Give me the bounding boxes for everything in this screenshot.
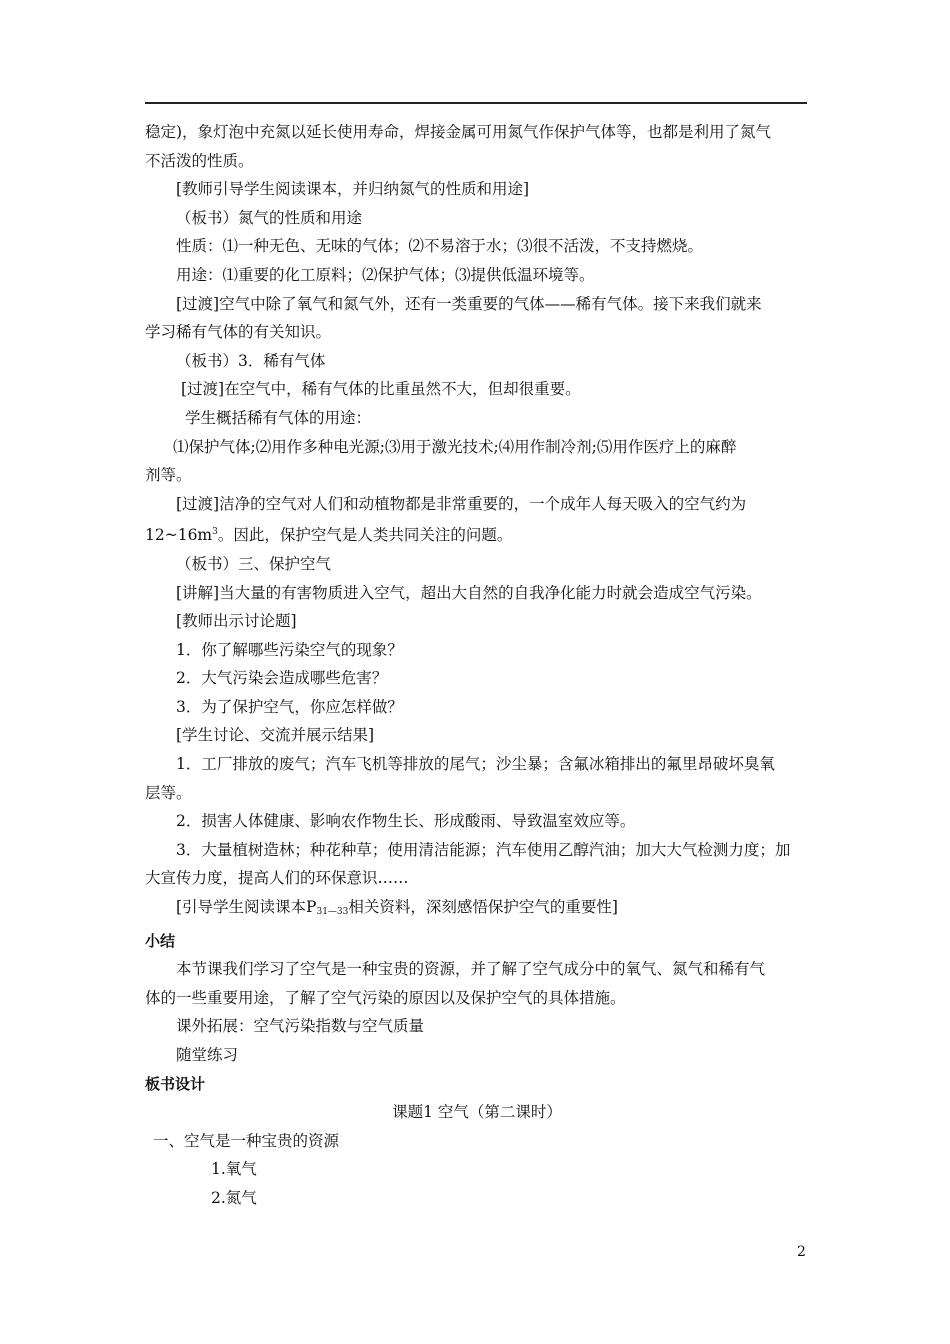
section-heading-summary: 小结 xyxy=(145,931,176,950)
volume-value: 12~16m xyxy=(145,526,213,545)
text-line: 层等。 xyxy=(145,783,192,802)
text-line: [过渡]空气中除了氧气和氮气外，还有一类重要的气体——稀有气体。接下来我们就来 xyxy=(176,294,762,313)
text-line: 随堂练习 xyxy=(176,1046,239,1064)
outline-item: 一、空气是一种宝贵的资源 xyxy=(153,1131,340,1150)
document-body xyxy=(145,118,809,1213)
text-line: 3．大量植树造林；种花种草；使用清洁能源；汽车使用乙醇汽油；加大大气检测力度；加 xyxy=(176,840,791,859)
text-line: 课外拓展：空气污染指数与空气质量 xyxy=(176,1017,425,1036)
text-line: 性质：⑴一种无色、无味的气体；⑵不易溶于水；⑶很不活泼，不支持燃烧。 xyxy=(176,237,704,256)
text-line xyxy=(145,518,809,550)
text-line: [过渡]在空气中，稀有气体的比重虽然不大，但却很重要。 xyxy=(181,380,581,399)
text-segment: 。因此，保护空气是人类共同关注的问题。 xyxy=(217,526,513,545)
text-line: 剂等。 xyxy=(145,466,192,485)
text-line: 学习稀有气体的有关知识。 xyxy=(145,323,332,342)
text-line: （板书）3．稀有气体 xyxy=(176,351,326,370)
text-segment: [引导学生阅读课本P xyxy=(176,898,317,917)
text-line: 2．损害人体健康、影响农作物生长、形成酸雨、导致温室效应等。 xyxy=(176,812,636,831)
text-line: 大宣传力度，提高人们的环保意识…… xyxy=(145,869,409,888)
outline-subitem: 2.氮气 xyxy=(211,1188,257,1207)
text-line: 用途：⑴重要的化工原料；⑵保护气体；⑶提供低温环境等。 xyxy=(176,265,595,284)
text-line: 体的一些重要用途，了解了空气污染的原因以及保护空气的具体措施。 xyxy=(145,988,626,1007)
outline-subitem: 1.氧气 xyxy=(211,1160,257,1179)
text-line: 不活泼的性质。 xyxy=(145,151,254,170)
text-line: 2．大气污染会造成哪些危害？ xyxy=(176,669,388,688)
header-rule xyxy=(145,102,807,104)
text-line: [教师引导学生阅读课本，并归纳氮气的性质和用途] xyxy=(176,180,530,199)
text-line xyxy=(145,893,809,927)
unit-exponent: 3 xyxy=(212,527,218,538)
text-line: （板书）三、保护空气 xyxy=(176,554,332,573)
text-line: 稳定)，象灯泡中充氮以延长使用寿命，焊接金属可用氮气作保护气体等，也都是利用了氮气 xyxy=(145,123,772,141)
text-line: ⑴保护气体;⑵用作多种电光源;⑶用于激光技术;⑷用作制冷剂;⑸用作医疗上的麻醉 xyxy=(173,437,737,456)
text-line: [学生讨论、交流并展示结果] xyxy=(176,726,375,745)
text-segment: 相关资料，深刻感悟保护空气的重要性] xyxy=(348,898,618,917)
text-line: （板书）氮气的性质和用途 xyxy=(176,208,363,227)
text-line: 3．为了保护空气，你应怎样做？ xyxy=(176,697,403,716)
text-line: 学生概括稀有气体的用途： xyxy=(185,408,372,427)
text-line: 1．你了解哪些污染空气的现象？ xyxy=(176,640,403,659)
board-title: 课题1 空气（第二课时） xyxy=(392,1103,562,1122)
text-line: [过渡]洁净的空气对人们和动植物都是非常重要的，一个成年人每天吸入的空气约为 xyxy=(176,494,747,513)
text-line: 本节课我们学习了空气是一种宝贵的资源，并了解了空气成分中的氧气、氮气和稀有气 xyxy=(176,960,766,979)
page-range: 31—33 xyxy=(316,907,349,918)
section-heading-board-design: 板书设计 xyxy=(145,1074,206,1093)
page-number: 2 xyxy=(797,1244,806,1260)
text-line: 1．工厂排放的废气；汽车飞机等排放的尾气；沙尘暴；含氟冰箱排出的氟里昂破坏臭氧 xyxy=(176,755,775,774)
text-line: [教师出示讨论题] xyxy=(176,612,297,631)
text-line: [讲解]当大量的有害物质进入空气，超出大自然的自我净化能力时就会造成空气污染。 xyxy=(176,583,762,602)
